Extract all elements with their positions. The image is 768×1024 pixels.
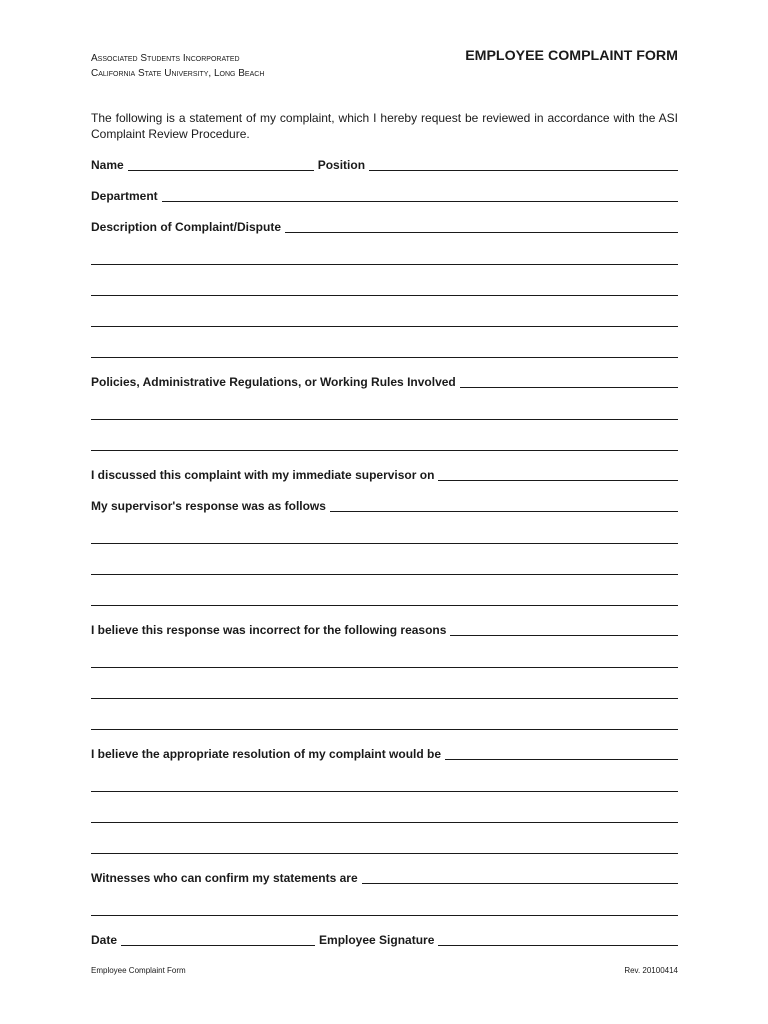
description-field[interactable]	[285, 232, 678, 233]
department-row	[91, 189, 678, 203]
incorrect-reasons-row	[91, 623, 678, 637]
form-content	[91, 0, 678, 1024]
description-line-5[interactable]	[91, 357, 678, 358]
incorrect-reasons-line-3[interactable]	[91, 698, 678, 699]
incorrect-reasons-line-2[interactable]	[91, 667, 678, 668]
description-line-4[interactable]	[91, 326, 678, 327]
org-line-1: Associated Students Incorporated	[91, 53, 240, 64]
position-field[interactable]	[369, 170, 678, 171]
witnesses-line-2[interactable]	[91, 915, 678, 916]
resolution-line-4[interactable]	[91, 853, 678, 854]
policies-row	[91, 375, 678, 389]
department-field[interactable]	[162, 201, 678, 202]
resolution-field[interactable]	[445, 759, 678, 760]
supervisor-response-line-2[interactable]	[91, 543, 678, 544]
form-title: EMPLOYEE COMPLAINT FORM	[465, 48, 678, 64]
description-label: Description of Complaint/Dispute	[91, 220, 282, 234]
date-signature-row	[91, 933, 678, 947]
witnesses-field[interactable]	[362, 883, 678, 884]
incorrect-reasons-field[interactable]	[450, 635, 678, 636]
date-label: Date	[91, 933, 118, 947]
description-line-2[interactable]	[91, 264, 678, 265]
footer-form-name: Employee Complaint Form	[91, 966, 186, 975]
discussed-label: I discussed this complaint with my immediate supervisor on	[91, 468, 435, 482]
description-row	[91, 220, 678, 234]
resolution-line-2[interactable]	[91, 791, 678, 792]
position-label: Position	[317, 158, 366, 172]
signature-label: Employee Signature	[319, 933, 435, 947]
description-line-3[interactable]	[91, 295, 678, 296]
discussed-date-field[interactable]	[438, 480, 678, 481]
discussed-row	[91, 468, 678, 482]
name-field[interactable]	[128, 170, 314, 171]
policies-line-3[interactable]	[91, 450, 678, 451]
supervisor-response-row	[91, 499, 678, 513]
policies-field[interactable]	[460, 387, 678, 388]
supervisor-response-field[interactable]	[330, 511, 678, 512]
policies-label: Policies, Administrative Regulations, or Working Rules Involved	[91, 375, 456, 389]
incorrect-reasons-line-4[interactable]	[91, 729, 678, 730]
name-label: Name	[91, 158, 124, 172]
witnesses-row	[91, 871, 678, 885]
resolution-label: I believe the appropriate resolution of my complaint would be	[91, 747, 442, 761]
resolution-line-3[interactable]	[91, 822, 678, 823]
footer-revision: Rev. 20100414	[624, 966, 678, 975]
org-line-2: California State University, Long Beach	[91, 68, 265, 79]
incorrect-reasons-label: I believe this response was incorrect for the following reasons	[91, 623, 447, 637]
witnesses-label: Witnesses who can confirm my statements are	[91, 871, 358, 885]
department-label: Department	[91, 189, 158, 203]
supervisor-response-line-4[interactable]	[91, 605, 678, 606]
supervisor-response-line-3[interactable]	[91, 574, 678, 575]
date-field[interactable]	[121, 945, 315, 946]
intro-statement: The following is a statement of my complaint, which I hereby request be reviewed in accordance with the ASI Complaint Review Procedure.	[91, 111, 678, 141]
supervisor-response-label: My supervisor's response was as follows	[91, 499, 326, 513]
name-position-row	[91, 158, 678, 172]
policies-line-2[interactable]	[91, 419, 678, 420]
signature-field[interactable]	[438, 945, 678, 946]
resolution-row	[91, 747, 678, 761]
organization-name	[91, 51, 264, 81]
